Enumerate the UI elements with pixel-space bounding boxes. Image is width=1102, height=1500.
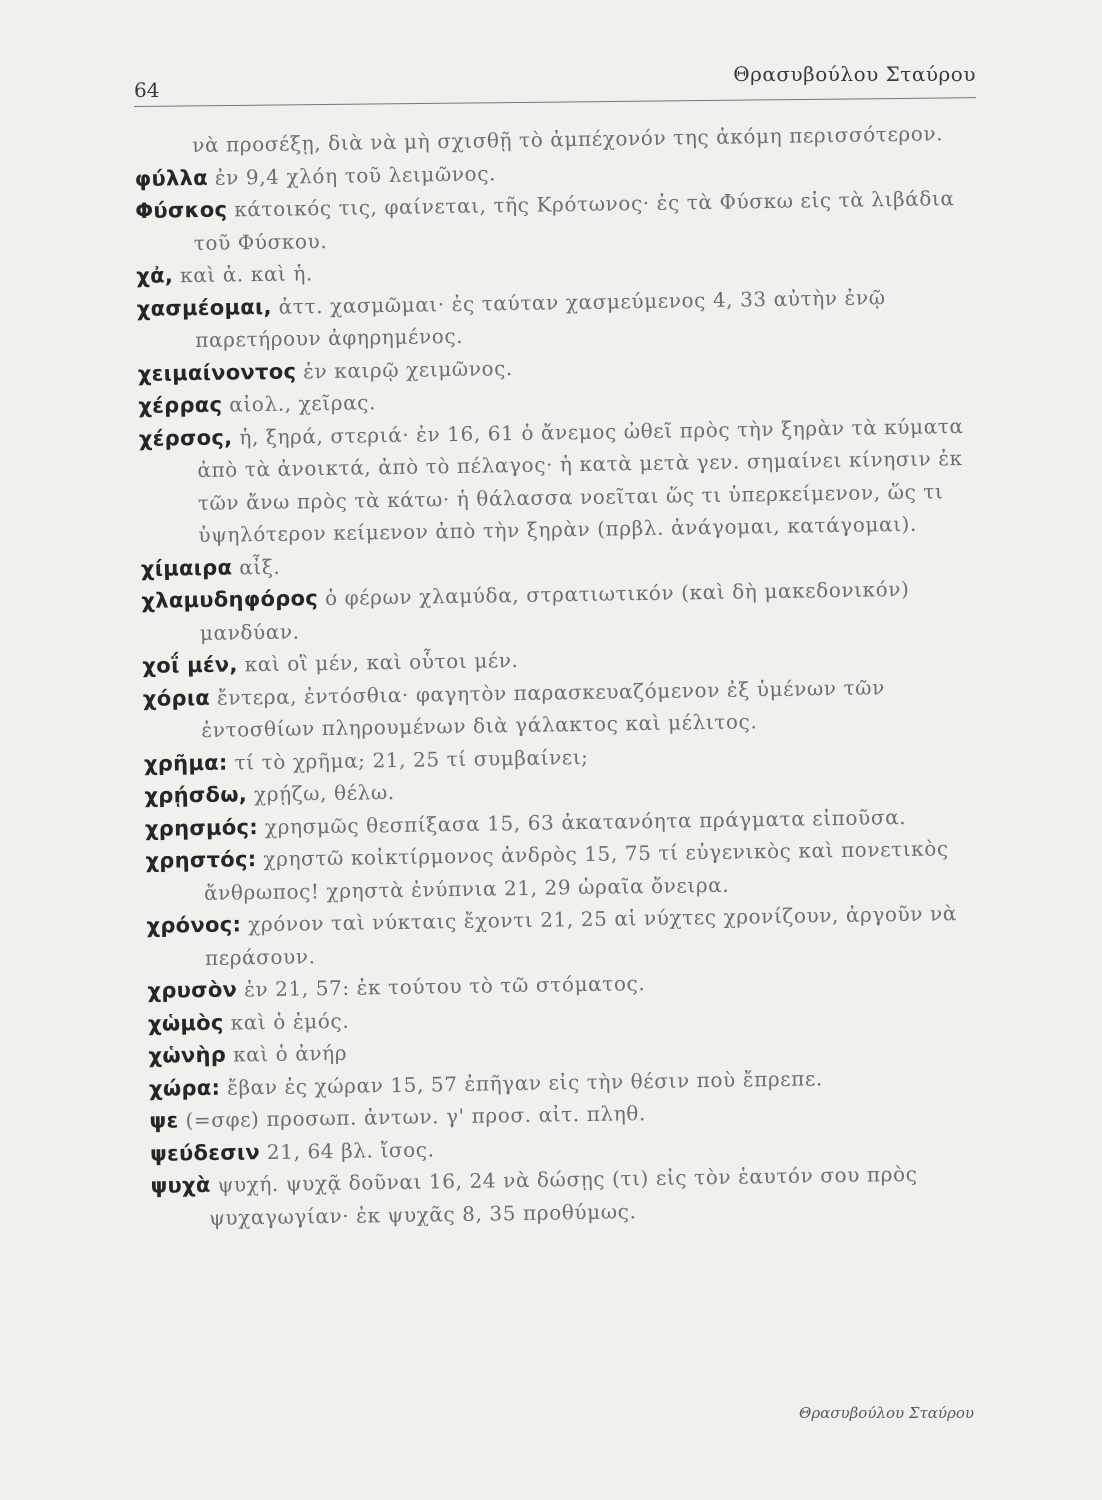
entry-definition: ἐν 9,4 χλόη τοῦ λειμῶνος. — [214, 160, 497, 190]
glossary-entry — [139, 409, 991, 552]
entry-definition: ὁ φέρων χλαμύδα, στρατιωτικόν (καὶ δὴ μακεδονικόν) μανδύαν. — [199, 576, 910, 645]
entry-definition: (=σφε) προσωπ. ἀντων. γ' προσ. αἰτ. πληθ. — [185, 1101, 647, 1133]
entry-definition: ἡ, ξηρά, στεριά· ἐν 16, 61 ὁ ἄνεμος ὠθεῖ πρὸς τὴν ξηρὰν τὰ κύματα ἀπὸ τὰ ἀνοικτά, ἀπὸ τὸ πέλαγος· ἡ κατὰ μετὰ γεν. σημαίνει κίνησιν ἐκ τῶν ἄνω πρὸς τὰ κάτω· ἡ θάλασσα νοεῖται ὥς τι ὑπερκείμενον, ὥς τι ὑψηλότερον κείμενον ἀπὸ τὴν ξηρὰν (πρβλ. ἀνάγομαι, κατάγομαι). — [197, 413, 964, 548]
entry-headword: χρυσὸν — [147, 977, 238, 1003]
entry-headword: ψε — [149, 1108, 179, 1133]
author-signature: Θρασυβούλου Σταύρου — [799, 1404, 974, 1422]
entry-headword: χέρσος, — [138, 424, 233, 451]
entry-definition: ἀττ. χασμῶμαι· ἐς ταύταν χασμεύμενος 4, 33 αὐτὴν ἐνῷ παρετήρουν ἀφηρημένος. — [195, 284, 886, 353]
entry-headword: χὡνὴρ — [148, 1042, 227, 1068]
entry-definition: ἔβαν ἐς χώραν 15, 57 ἐπῆγαν εἰς τὴν θέσιν ποὺ ἔπρεπε. — [226, 1065, 824, 1100]
entry-definition: χρηστῶ κοἰκτίρμονος ἀνδρὸς 15, 75 τί εὐγενικὸς καὶ πονετικὸς ἄνθρωπος! χρηστὰ ἐνύπνια 21, 29 ὡραῖα ὄνειρα. — [203, 836, 949, 905]
entry-headword: χειμαίνοντος — [137, 358, 297, 386]
entry-headword: χρησμός: — [144, 814, 259, 841]
entry-definition: χρησμῶς θεσπίξασα 15, 63 ἀκατανόητα πράγματα εἰποῦσα. — [264, 804, 907, 839]
entry-definition: καὶ οἳ μέν, καὶ οὗτοι μέν. — [244, 648, 519, 677]
entry-headword: χρῄσδω, — [144, 782, 248, 808]
running-head: Θρασυβούλου Σταύρου — [733, 62, 976, 86]
entry-headword: ψεύδεσιν — [149, 1139, 261, 1166]
entry-headword: χἀ, — [136, 263, 174, 288]
glossary-body — [134, 117, 1001, 1235]
entry-headword: χλαμυδηφόρος — [141, 586, 319, 613]
entry-definition: ἐν 21, 57: ἐκ τούτου τὸ τῶ στόματος. — [243, 971, 646, 1002]
entry-headword: Φύσκος — [135, 197, 228, 223]
entry-definition: ἐν καιρῷ χειμῶνος. — [302, 355, 514, 383]
entry-headword: χρῆμα: — [143, 750, 228, 776]
entry-definition: χρόνον ταὶ νύκταις ἔχοντι 21, 25 αἱ νύχτες χρονίζουν, ἀργοῦν νὰ περάσουν. — [204, 901, 958, 970]
entry-headword: χοΐ μέν, — [142, 652, 238, 678]
entry-definition: καὶ ὁ ἐμός. — [230, 1008, 350, 1035]
entry-headword: χώρα: — [148, 1075, 221, 1101]
page-number: 64 — [134, 78, 160, 102]
entry-headword: χρόνος: — [146, 912, 242, 938]
glossary-entry — [150, 1157, 1001, 1235]
entry-headword: χὡμὸς — [147, 1010, 224, 1036]
entry-headword: φύλλα — [134, 165, 209, 191]
entry-definition: χρῄζω, θέλω. — [253, 779, 395, 807]
entry-headword: ψυχὰ — [150, 1172, 211, 1198]
entry-definition: 21, 64 βλ. ἴσος. — [266, 1136, 435, 1164]
page-header — [134, 62, 976, 102]
entry-definition: αἰολ., χεῖρας. — [229, 390, 377, 417]
entry-definition: κάτοικός τις, φαίνεται, τῆς Κρότωνος· ἐς τὰ Φύσκω εἰς τὰ λιβάδια τοῦ Φύσκου. — [193, 186, 955, 255]
entry-headword: χίμαιρα — [140, 555, 233, 581]
entry-definition: καὶ ἁ. καὶ ἡ. — [179, 261, 314, 288]
entry-definition: ἔντερα, ἐντόσθια· φαγητὸν παρασκευαζόμενον ἐξ ὑμένων τῶν ἐντοσθίων πληρουμένων διὰ γάλακτος καὶ μέλιτος. — [201, 674, 886, 743]
entry-definition: ψυχή. ψυχᾷ δοῦναι 16, 24 νὰ δώσῃς (τι) εἰς τὸν ἑαυτόν σου πρὸς ψυχαγωγίαν· ἐκ ψυχᾶς 8, 35 προθύμως. — [208, 1161, 918, 1230]
entry-definition: αἶξ. — [239, 554, 281, 579]
entry-definition: καὶ ὁ ἀνήρ — [232, 1040, 348, 1067]
entry-headword: χόρια — [142, 685, 211, 711]
entry-headword: χέρρας — [138, 392, 223, 418]
entry-definition: τί τὸ χρῆμα; 21, 25 τί συμβαίνει; — [234, 744, 589, 774]
entry-headword: χασμέομαι, — [136, 294, 272, 321]
entry-headword: χρηστός: — [145, 847, 257, 873]
entry-definition: νὰ προσέξῃ, διὰ νὰ μὴ σχισθῇ τὸ ἀμπέχονόν της ἀκόμη περισσότερον. — [192, 121, 944, 158]
